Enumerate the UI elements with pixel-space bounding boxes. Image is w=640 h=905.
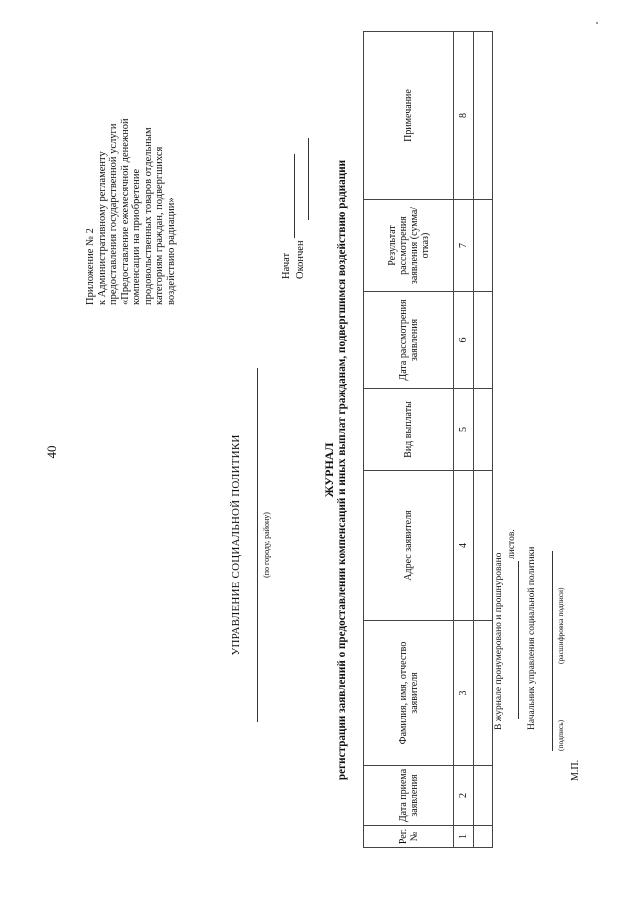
column-number: 5 (454, 389, 474, 471)
table-cell (474, 621, 493, 766)
appendix-line: Приложение № 2 (85, 228, 96, 305)
table-header-row (364, 32, 454, 848)
sheets-count-line (518, 561, 519, 719)
started-label: Начат (281, 252, 292, 279)
department-underline (257, 368, 258, 722)
signature-line (552, 551, 553, 751)
appendix-line: «Предоставление ежемесячной денежной (119, 118, 131, 305)
table-cell (474, 471, 493, 621)
column-number: 7 (454, 200, 474, 292)
appendix-line: компенсации на приобретение (131, 168, 142, 305)
column-header: Вид выплаты (364, 389, 454, 471)
department-subtitle: (по городу, району) (262, 512, 271, 578)
table-cell (474, 200, 493, 292)
numbered-pages-text: В журнале пронумеровано и прошнуровано (494, 552, 504, 730)
table-cell (474, 826, 493, 848)
appendix-line: предоставления государственной услуги (108, 123, 119, 305)
sheets-word: листов. (507, 529, 517, 559)
column-header: Примечание (364, 32, 454, 200)
column-header: Результат рассмотрения заявления (сумма/отказ) (364, 200, 454, 292)
column-number: 6 (454, 292, 474, 389)
appendix-line: к Административному регламенту (96, 151, 108, 305)
table-cell (474, 292, 493, 389)
table-cell (474, 766, 493, 826)
column-number: 8 (454, 32, 474, 200)
finished-label: Окончен (295, 240, 306, 279)
appendix-line: продовольственных товаров отдельным (142, 127, 154, 305)
column-number: 1 (454, 826, 474, 848)
column-number-row (454, 32, 474, 848)
column-header: Рег. № (364, 826, 454, 848)
journal-subtitle: регистрации заявлений о предоставлении компенсаций и иных выплат гражданам, подвергшимся воздействию радиации (336, 159, 348, 781)
journal-title: ЖУРНАЛ (322, 442, 336, 498)
signature-decode-caption: (расшифровка подписи) (556, 587, 565, 664)
table-row (474, 32, 493, 848)
started-underline (294, 154, 295, 238)
journal-table (363, 31, 493, 848)
column-number: 2 (454, 766, 474, 826)
column-header: Дата рассмотрения заявления (364, 292, 454, 389)
column-header: Фамилия, имя, отчество заявителя (364, 621, 454, 766)
appendix-line: категориям граждан, подвергшихся (154, 146, 165, 305)
appendix-block (85, 118, 177, 305)
page-number: 40 (44, 445, 59, 459)
head-of-department-text: Начальник управления социальной политики (527, 546, 537, 730)
column-number: 3 (454, 621, 474, 766)
column-header: Адрес заявителя (364, 471, 454, 621)
finished-underline (308, 138, 309, 220)
table-cell (474, 389, 493, 471)
stamp-place-label: М.П. (570, 759, 581, 781)
table-cell (474, 32, 493, 200)
column-number: 4 (454, 471, 474, 621)
department-title: УПРАВЛЕНИЕ СОЦИАЛЬНОЙ ПОЛИТИКИ (230, 434, 242, 656)
column-header: Дата приема заявления (364, 766, 454, 826)
signature-caption: (подпись) (556, 719, 565, 751)
appendix-line: воздействию радиации» (165, 197, 177, 305)
